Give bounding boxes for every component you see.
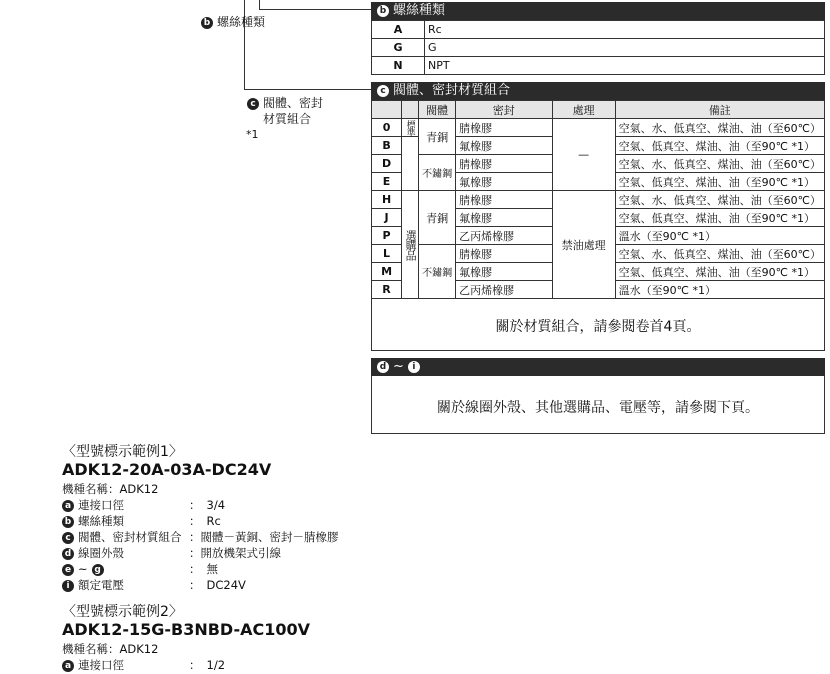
table-row: M 氟橡膠 空氣、低真空、煤油、油（至90℃ *1） (372, 263, 825, 281)
example1-row-d: d 線圈外殼 ：開放機架式引線 (62, 546, 281, 561)
table-header-row: 閥體 密封 處理 備註 (372, 101, 825, 119)
table-row: H 選購品 青銅 腈橡膠 禁油處理 空氣、水、低真空、煤油、油（至60℃） (372, 191, 825, 209)
table-row: G G (372, 39, 825, 57)
other-box-header: d ~ i (371, 358, 825, 376)
example1-model: ADK12-20A-03A-DC24V (62, 460, 272, 479)
thread-table (371, 20, 825, 75)
example2-heading: 〈型號標示範例2〉 (62, 604, 183, 620)
letter-c-icon: c (62, 532, 74, 544)
connector-line-c-horizontal (244, 89, 371, 90)
table-row: 0 標準 青銅 腈橡膠 — 空氣、水、低真空、煤油、油（至60℃） (372, 119, 825, 137)
letter-e-icon: e (62, 564, 74, 576)
label-material-combo: c 閥體、密封 材質組合 (247, 95, 323, 127)
footnote-marker: *1 (246, 128, 259, 141)
material-box-header: c 閥體、密封材質組合 (371, 82, 825, 100)
example1-row-i: i 額定電壓 ： DC24V (62, 578, 246, 593)
table-row: D 不鏽鋼 腈橡膠 空氣、水、低真空、煤油、油（至60℃） (372, 155, 825, 173)
example2-model: ADK12-15G-B3NBD-AC100V (62, 620, 311, 639)
letter-c-icon: c (247, 98, 259, 110)
table-row: P 乙丙烯橡膠 溫水（至90℃ *1） (372, 227, 825, 245)
letter-d-icon: d (62, 548, 74, 560)
letter-a-icon: a (62, 500, 74, 512)
table-row: J 氟橡膠 空氣、低真空、煤油、油（至90℃ *1） (372, 209, 825, 227)
letter-b-icon: b (62, 516, 74, 528)
table-row: B 氟橡膠 空氣、低真空、煤油、油（至90℃ *1） (372, 137, 825, 155)
table-row: E 氟橡膠 空氣、低真空、煤油、油（至90℃ *1） (372, 173, 825, 191)
table-row: L 不鏽鋼 腈橡膠 空氣、水、低真空、煤油、油（至60℃） (372, 245, 825, 263)
example1-row-b: b 螺絲種類 ： Rc (62, 514, 221, 529)
label-thread-type: b 螺絲種類 (201, 13, 265, 30)
letter-i-icon: i (62, 580, 74, 592)
material-footer-note: 關於材質組合，請參閱卷首4頁。 (495, 319, 701, 335)
letter-c-icon: c (377, 85, 389, 97)
letter-g-icon: g (92, 564, 104, 576)
letter-i-icon: i (408, 361, 420, 373)
letter-b-icon: b (201, 17, 213, 29)
table-row: A Rc (372, 21, 825, 39)
thread-box-header: b 螺絲種類 (371, 2, 825, 20)
letter-a-icon: a (62, 660, 74, 672)
table-row: N NPT (372, 57, 825, 75)
example2-machine: 機種名稱：ADK12 (62, 642, 159, 656)
connector-line-b-horizontal (259, 9, 371, 10)
example1-machine: 機種名稱：ADK12 (62, 482, 159, 496)
other-box-text: 關於線圈外殼、其他選購品、電壓等，請參閱下頁。 (437, 400, 759, 416)
table-row: R 乙丙烯橡膠 溫水（至90℃ *1） (372, 281, 825, 299)
example1-heading: 〈型號標示範例1〉 (62, 444, 183, 460)
letter-d-icon: d (377, 361, 389, 373)
example2-row-a: a 連接口徑 ： 1/2 (62, 658, 225, 673)
example1-row-a: a 連接口徑 ： 3/4 (62, 498, 225, 513)
letter-b-icon: b (377, 5, 389, 17)
example1-row-c: c 閥體、密封材質組合 ：閥體－黃銅、密封－腈橡膠 (62, 530, 339, 545)
material-table (371, 100, 825, 299)
example1-row-e-g: e ~ g ： 無 (62, 562, 218, 577)
